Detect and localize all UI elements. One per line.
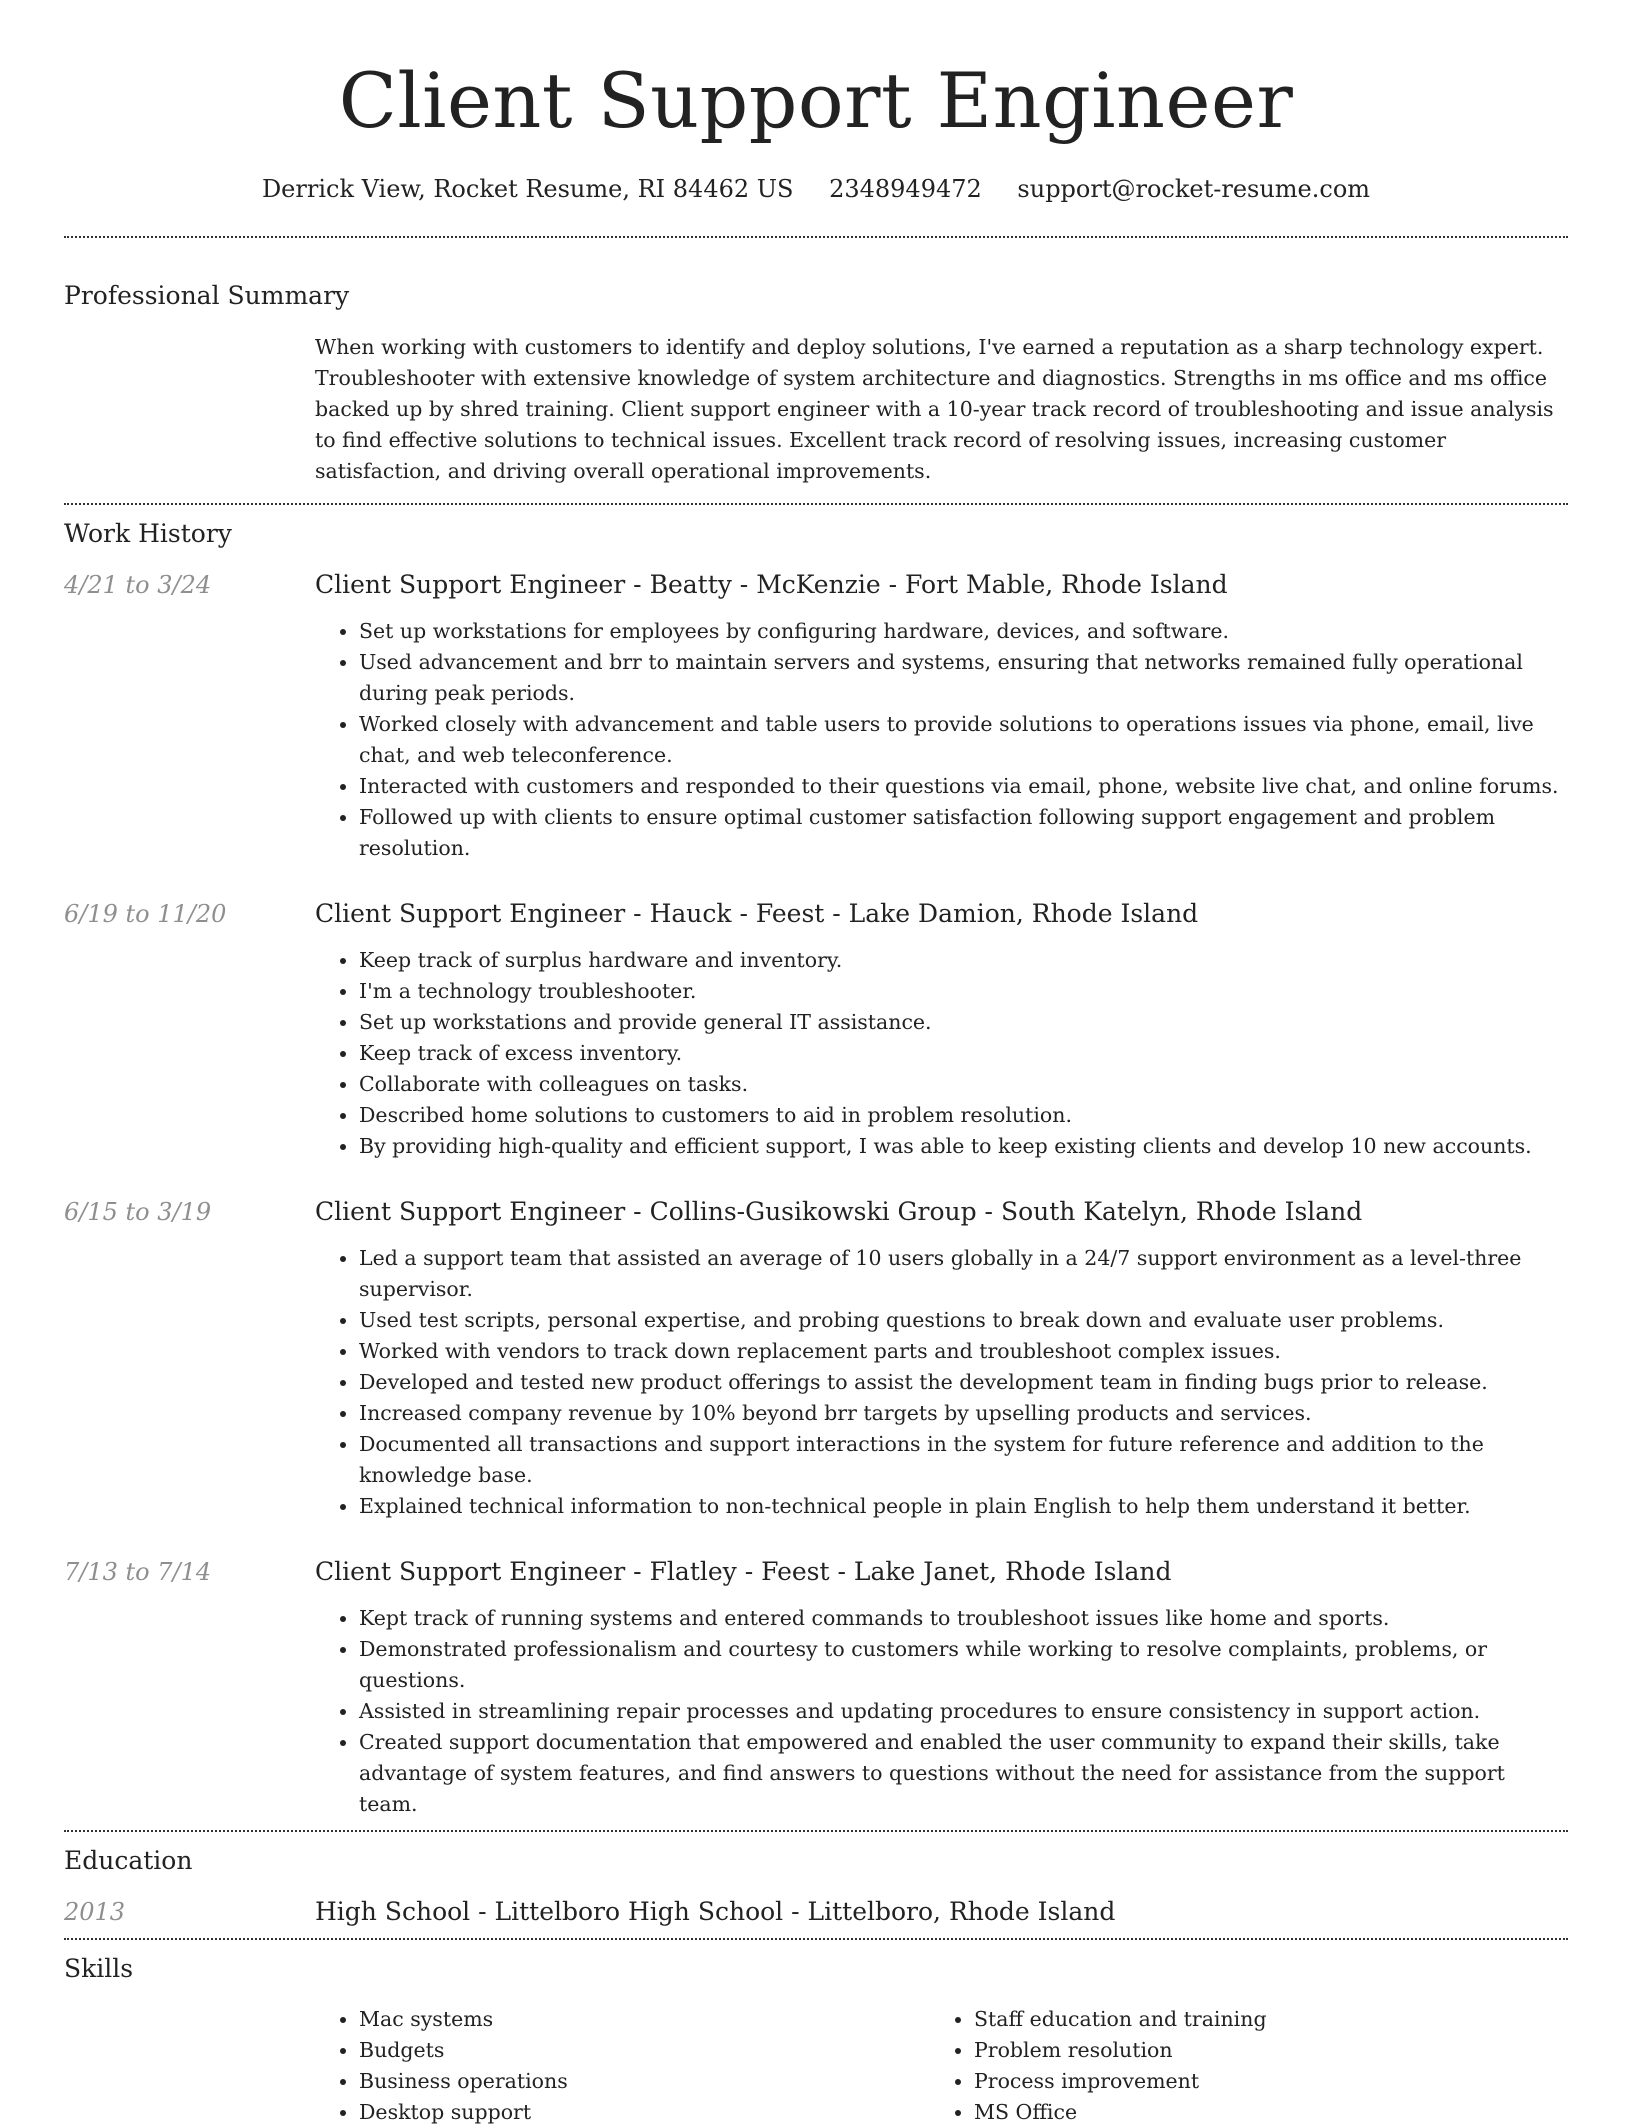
job-bullet: • Collaborate with colleagues on tasks. — [359, 1069, 1568, 1100]
job-entry — [64, 1195, 1568, 1522]
job-heading: Client Support Engineer - Collins-Gusikowski Group - South Katelyn, Rhode Island — [315, 1197, 1363, 1226]
skill-item: • Staff education and training — [974, 2004, 1534, 2035]
contact-phone: 2348949472 — [829, 175, 982, 203]
skill-item: • Business operations — [359, 2066, 930, 2097]
job-bullet: • Kept track of running systems and entered commands to troubleshoot issues like home and sports. — [359, 1603, 1568, 1634]
divider — [64, 236, 1568, 238]
job-bullet: • Described home solutions to customers to aid in problem resolution. — [359, 1100, 1568, 1131]
job-bullet: • Set up workstations for employees by configuring hardware, devices, and software. — [359, 616, 1568, 647]
skills-list — [315, 2004, 1568, 2128]
job-bullets — [315, 945, 1568, 1162]
job-bullet: • Followed up with clients to ensure optimal customer satisfaction following support engagement and problem resolution. — [359, 802, 1568, 864]
job-bullet: • Explained technical information to non-technical people in plain English to help them understand it better. — [359, 1491, 1568, 1522]
divider — [64, 1938, 1568, 1940]
job-date: 6/19 to 11/20 — [64, 900, 227, 928]
job-bullet: • Documented all transactions and support interactions in the system for future reference and addition to the knowledge base. — [359, 1429, 1568, 1491]
job-bullet: • Increased company revenue by 10% beyond brr targets by upselling products and services. — [359, 1398, 1568, 1429]
job-heading: Client Support Engineer - Flatley - Feest - Lake Janet, Rhode Island — [315, 1557, 1172, 1586]
resume-name: Client Support Engineer — [338, 56, 1294, 145]
job-bullets — [315, 1243, 1568, 1522]
job-bullets — [315, 616, 1568, 864]
job-bullet: • I'm a technology troubleshooter. — [359, 976, 1568, 1007]
work-history-section-title: Work History — [64, 519, 232, 548]
job-bullet: • Worked closely with advancement and table users to provide solutions to operations issues via phone, email, live chat, and web teleconference. — [359, 709, 1568, 771]
job-bullet: • Used test scripts, personal expertise, and probing questions to break down and evaluate user problems. — [359, 1305, 1568, 1336]
job-date: 7/13 to 7/14 — [64, 1558, 212, 1586]
skill-item: • MS Office — [974, 2097, 1534, 2128]
resume-page — [64, 0, 1568, 2128]
job-date: 6/15 to 3/19 — [64, 1198, 212, 1226]
job-bullet: • Developed and tested new product offerings to assist the development team in finding bugs prior to release. — [359, 1367, 1568, 1398]
job-bullet: • By providing high-quality and efficient support, I was able to keep existing clients and develop 10 new accounts. — [359, 1131, 1568, 1162]
education-section-title: Education — [64, 1846, 193, 1875]
job-date: 4/21 to 3/24 — [64, 571, 212, 599]
skills-column-left — [315, 2004, 930, 2128]
job-bullet: • Set up workstations and provide general IT assistance. — [359, 1007, 1568, 1038]
education-date: 2013 — [64, 1898, 126, 1926]
skill-item: • Mac systems — [359, 2004, 930, 2035]
job-bullet: • Created support documentation that empowered and enabled the user community to expand their skills, take advantage of system features, and find answers to questions without the need for assistance from the support team. — [359, 1727, 1568, 1820]
education-heading: High School - Littelboro High School - Littelboro, Rhode Island — [315, 1897, 1116, 1926]
job-bullet: • Keep track of excess inventory. — [359, 1038, 1568, 1069]
summary-section-title: Professional Summary — [64, 281, 350, 310]
job-bullet: • Assisted in streamlining repair processes and updating procedures to ensure consistency in support action. — [359, 1696, 1568, 1727]
skill-item: • Budgets — [359, 2035, 930, 2066]
job-entry — [64, 897, 1568, 1162]
job-entry — [64, 568, 1568, 864]
divider — [64, 503, 1568, 505]
job-bullet: • Worked with vendors to track down replacement parts and troubleshoot complex issues. — [359, 1336, 1568, 1367]
job-heading: Client Support Engineer - Beatty - McKenzie - Fort Mable, Rhode Island — [315, 570, 1228, 599]
skills-section-title: Skills — [64, 1954, 134, 1983]
job-bullet: • Led a support team that assisted an average of 10 users globally in a 24/7 support environment as a level-three supervisor. — [359, 1243, 1568, 1305]
education-entry — [64, 1895, 1568, 1929]
job-entry — [64, 1555, 1568, 1820]
job-bullets — [315, 1603, 1568, 1820]
divider — [64, 1830, 1568, 1832]
skill-item: • Desktop support — [359, 2097, 930, 2128]
job-bullet: • Used advancement and brr to maintain servers and systems, ensuring that networks remained fully operational during peak periods. — [359, 647, 1568, 709]
summary-text: When working with customers to identify and deploy solutions, I've earned a reputation as a sharp technology expert. Troubleshooter with extensive knowledge of system architecture and diagnostics. Strengths in ms office and ms office backed up by shred training. Client support engineer with a 10-year track record of troubleshooting and issue analysis to find effective solutions to technical issues. Excellent track record of resolving issues, increasing customer satisfaction, and driving overall operational improvements. — [315, 335, 1554, 483]
job-bullet: • Demonstrated professionalism and courtesy to customers while working to resolve complaints, problems, or questions. — [359, 1634, 1568, 1696]
contact-info — [64, 172, 1568, 206]
job-heading: Client Support Engineer - Hauck - Feest - Lake Damion, Rhode Island — [315, 899, 1199, 928]
contact-address: Derrick View, Rocket Resume, RI 84462 US — [261, 175, 794, 203]
skill-item: • Process improvement — [974, 2066, 1534, 2097]
contact-email: support@rocket-resume.com — [1017, 175, 1371, 203]
job-bullet: • Keep track of surplus hardware and inventory. — [359, 945, 1568, 976]
skill-item: • Problem resolution — [974, 2035, 1534, 2066]
skills-column-right — [930, 2004, 1534, 2128]
job-bullet: • Interacted with customers and responded to their questions via email, phone, website live chat, and online forums. — [359, 771, 1568, 802]
